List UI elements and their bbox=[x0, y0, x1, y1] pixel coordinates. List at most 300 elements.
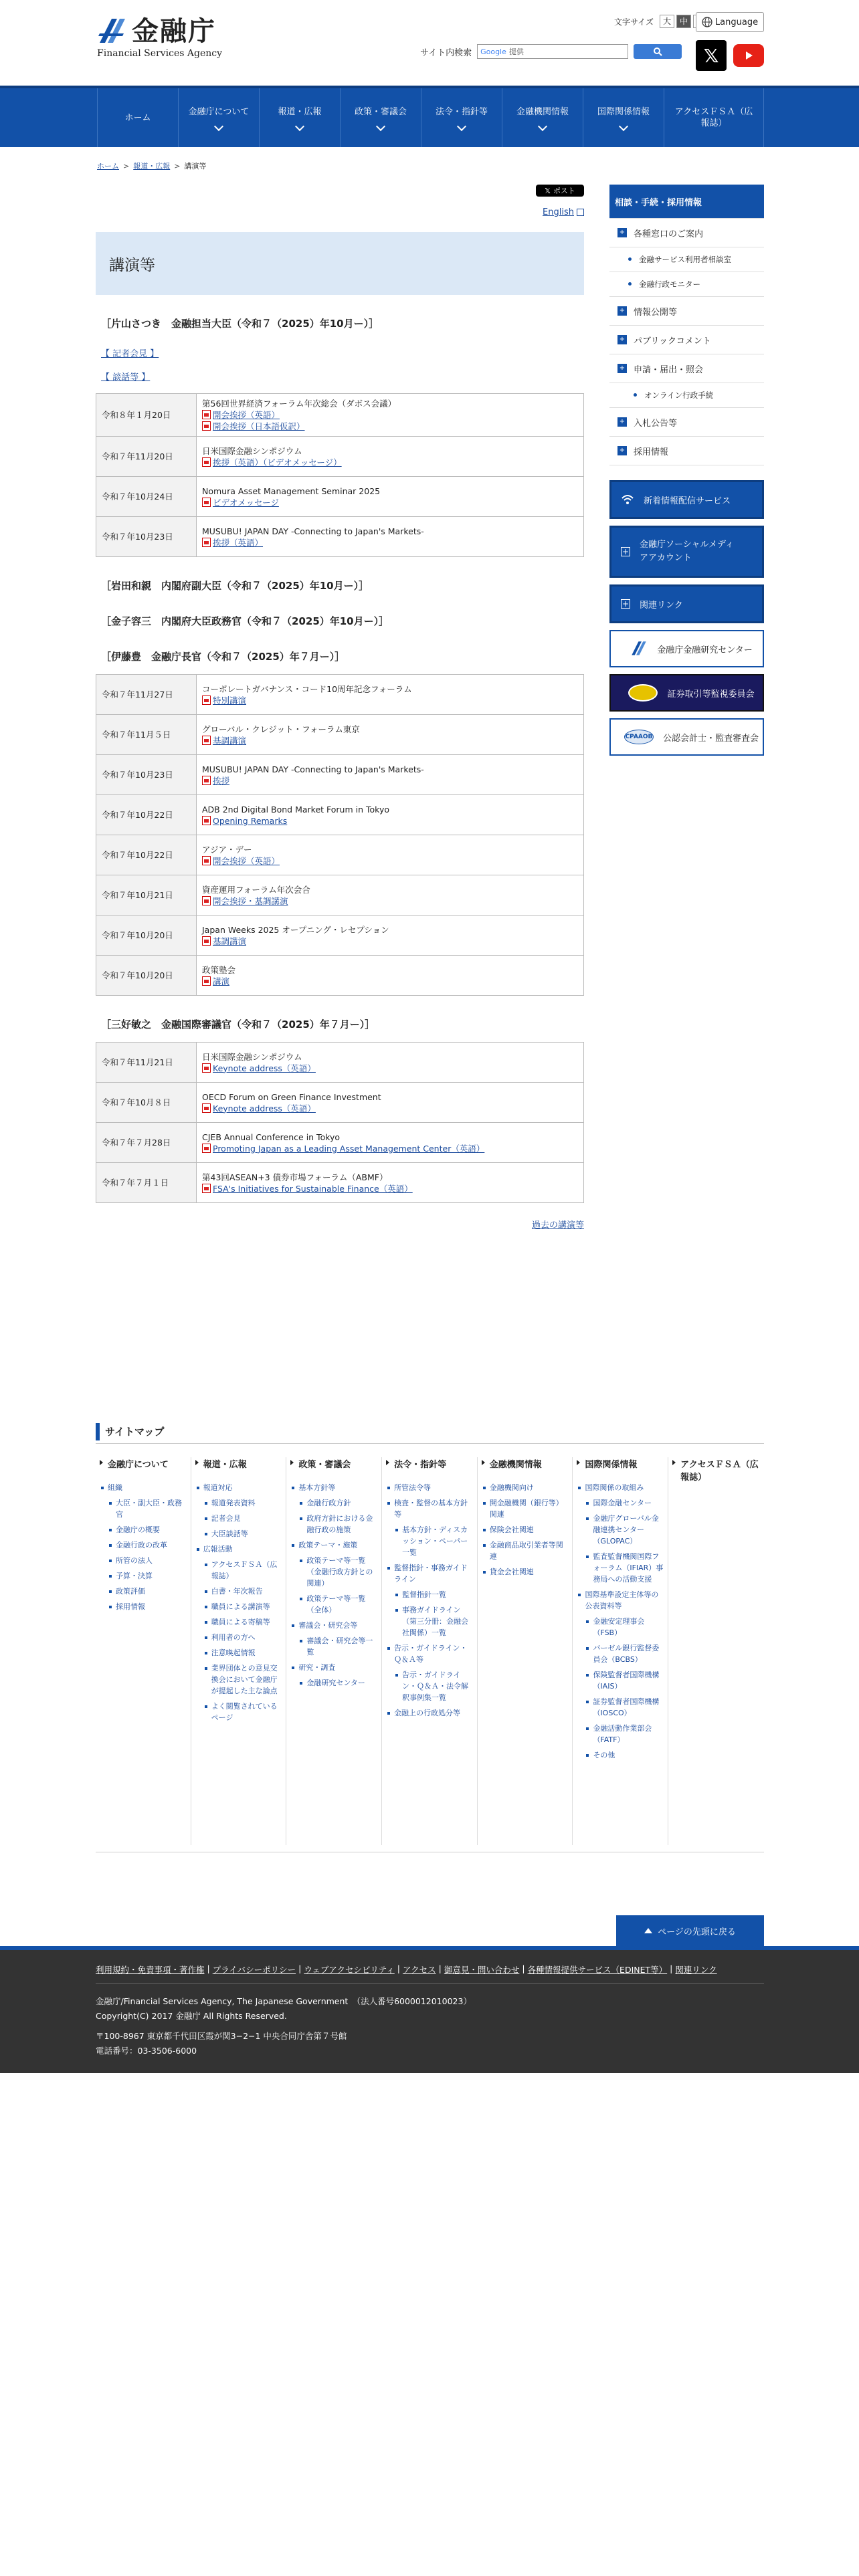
chevron-down-icon bbox=[457, 121, 466, 130]
speech-doc-row bbox=[202, 1183, 578, 1194]
sitemap-link[interactable]: 白書・年次報告 bbox=[203, 1586, 282, 1597]
speech-date: 令和７年10月８日 bbox=[96, 1083, 197, 1123]
fsa-logo-icon bbox=[97, 16, 128, 47]
pdf-icon bbox=[202, 736, 211, 745]
sitemap-divider bbox=[96, 1443, 764, 1444]
sitemap-link[interactable]: 監査監督機関国際フォーラム（IFIAR）事務局への活動支援 bbox=[585, 1551, 664, 1585]
speech-doc-link[interactable]: 挨拶 bbox=[213, 775, 230, 786]
footer-link[interactable]: 利用規約・免責事項・著作権 bbox=[96, 1965, 205, 1975]
speech-content bbox=[197, 715, 584, 755]
sidebar-title: 相談・手続・採用情報 bbox=[609, 185, 764, 218]
section-title: ［三好敏之 金融国際審議官（令和７（2025）年７月ー）］ bbox=[101, 1018, 375, 1031]
speech-event-title: 第56回世界経済フォーラム年次総会（ダボス会議） bbox=[202, 399, 397, 409]
banner-cpaaob[interactable] bbox=[609, 718, 764, 756]
table-row bbox=[96, 956, 584, 996]
sitemap-link[interactable]: 注意喚起情報 bbox=[203, 1647, 282, 1658]
pdf-icon bbox=[202, 936, 211, 946]
x-social-button[interactable] bbox=[696, 40, 727, 71]
speech-content bbox=[197, 675, 584, 715]
section-link-row bbox=[101, 370, 584, 383]
section-link[interactable]: 【 記者会見 】 bbox=[101, 349, 159, 359]
table-row bbox=[96, 835, 584, 875]
speech-doc-link[interactable]: FSA's Initiatives for Sustainable Finance（英語） bbox=[213, 1183, 413, 1194]
table-row bbox=[96, 437, 584, 477]
font-size-medium-button[interactable]: 中 bbox=[676, 15, 691, 28]
sitemap-link[interactable]: 金融行政の改革 bbox=[108, 1539, 187, 1551]
speech-content bbox=[197, 437, 584, 477]
footer-link-separator: | bbox=[438, 1963, 442, 1973]
sitemap-link[interactable]: 国際関係の取組み bbox=[577, 1482, 664, 1493]
speech-doc-row bbox=[202, 457, 578, 468]
sitemap-link[interactable]: 金融上の行政処分等 bbox=[386, 1707, 473, 1719]
sitemap-link[interactable]: 金融機関向け bbox=[482, 1482, 569, 1493]
sitemap-list bbox=[577, 1482, 664, 1761]
x-logo-icon: 𝕏 bbox=[703, 44, 719, 67]
speech-doc-link[interactable]: 開会挨拶・基調講演 bbox=[213, 895, 288, 906]
speech-content bbox=[197, 477, 584, 517]
pdf-icon bbox=[202, 816, 211, 825]
font-size-large-button[interactable]: 大 bbox=[660, 15, 674, 28]
sitemap-link[interactable]: 検査・監督の基本方針等 bbox=[386, 1497, 473, 1520]
youtube-play-icon bbox=[743, 50, 754, 61]
speech-doc-row bbox=[202, 1063, 578, 1074]
sitemap-list bbox=[195, 1482, 282, 1723]
sitemap-link[interactable]: 審議会・研究会等 bbox=[290, 1620, 377, 1631]
sitemap-link[interactable]: 政策評価 bbox=[108, 1586, 187, 1597]
past-speeches-link[interactable]: 過去の講演等 bbox=[531, 1220, 584, 1230]
sitemap-link[interactable]: 金融活動作業部会（FATF） bbox=[585, 1723, 664, 1745]
plus-box-icon: + bbox=[617, 446, 627, 455]
sitemap-link[interactable]: 広報活動 bbox=[195, 1543, 282, 1555]
sitemap-column bbox=[286, 1457, 382, 1845]
pdf-icon bbox=[202, 776, 211, 785]
footer-phone: 電話番号：03-3506-6000 bbox=[96, 2046, 197, 2056]
related-links-button[interactable] bbox=[609, 584, 764, 623]
external-link-icon bbox=[577, 209, 584, 216]
section-title: ［片山さつき 金融担当大臣（令和７（2025）年10月ー）］ bbox=[101, 318, 379, 330]
sitemap-column-heading[interactable]: 金融機関情報 bbox=[482, 1457, 569, 1470]
sitemap-link[interactable]: 国際基準設定主体等の公表資料等 bbox=[577, 1589, 664, 1612]
speech-date: 令和７年10月22日 bbox=[96, 835, 197, 875]
speech-event-title: MUSUBU! JAPAN DAY -Connecting to Japan's Markets- bbox=[202, 764, 424, 774]
speech-event-title: 日米国際金融シンポジウム bbox=[202, 445, 302, 456]
sitemap-link[interactable]: 貸金会社関連 bbox=[482, 1566, 569, 1578]
pdf-icon bbox=[202, 695, 211, 705]
table-row bbox=[96, 755, 584, 795]
chevron-down-icon bbox=[376, 121, 385, 130]
youtube-button[interactable] bbox=[733, 44, 764, 67]
table-row bbox=[96, 517, 584, 557]
speech-content bbox=[197, 875, 584, 916]
speech-doc-link[interactable]: Promoting Japan as a Leading Asset Management Center（英語） bbox=[213, 1143, 485, 1154]
footer-info bbox=[96, 1994, 472, 2058]
sitemap-link[interactable]: 職員による講演等 bbox=[203, 1601, 282, 1612]
nav-item-press[interactable] bbox=[259, 88, 340, 147]
footer-link[interactable]: ウェブアクセシビリティ bbox=[304, 1965, 395, 1975]
speech-doc-row bbox=[202, 895, 578, 907]
sitemap-link[interactable]: 報道対応 bbox=[195, 1482, 282, 1493]
sidebar-item[interactable] bbox=[609, 218, 764, 247]
speech-doc-row bbox=[202, 537, 578, 548]
sitemap-link[interactable]: 採用情報 bbox=[108, 1601, 187, 1612]
speech-date: 令和７年11月５日 bbox=[96, 715, 197, 755]
sitemap-link[interactable]: 告示・ガイドライン・Ｑ＆Ａ・法令解釈事例集一覧 bbox=[394, 1669, 473, 1703]
sitemap-title: サイトマップ bbox=[96, 1423, 764, 1440]
speech-date: 令和７年10月23日 bbox=[96, 755, 197, 795]
sitemap-column-heading[interactable]: 法令・指針等 bbox=[386, 1457, 473, 1470]
sitemap-link[interactable]: 所管法令等 bbox=[386, 1482, 473, 1493]
sitemap-column bbox=[668, 1457, 764, 1845]
sitemap-link[interactable]: 業界団体との意見交換会において金融庁が提起した主な論点 bbox=[203, 1662, 282, 1697]
speech-doc-link[interactable]: 挨拶（英語）（ビデオメッセージ） bbox=[213, 457, 342, 467]
speech-content bbox=[197, 835, 584, 875]
sitemap-link[interactable]: 大臣談話等 bbox=[203, 1528, 282, 1539]
footer-link[interactable]: 御意見・問い合わせ bbox=[444, 1965, 520, 1975]
nav-item-home[interactable] bbox=[97, 88, 178, 147]
speech-date: 令和７年10月22日 bbox=[96, 795, 197, 835]
speech-event-title: アジア・デー bbox=[202, 844, 252, 855]
chevron-down-icon bbox=[295, 121, 304, 130]
sitemap-link[interactable]: 組織 bbox=[100, 1482, 187, 1493]
banner-cpaaob-label: 公認会計士・監査審査会 bbox=[662, 733, 759, 744]
footer-copyright: Copyright(C) 2017 金融庁 All Rights Reserved. bbox=[96, 2011, 287, 2021]
pdf-icon bbox=[202, 856, 211, 865]
speech-content bbox=[197, 916, 584, 956]
sitemap-link[interactable]: 金融庁の概要 bbox=[108, 1524, 187, 1535]
speech-event-title: コーポレートガバナンス・コード10周年記念フォーラム bbox=[202, 683, 412, 694]
new-info-service-button[interactable] bbox=[609, 480, 764, 519]
footer-link-separator: | bbox=[670, 1963, 673, 1973]
nav-item-accessfsa[interactable] bbox=[664, 88, 764, 147]
cpaaob-logo-icon: CPAAOB bbox=[624, 730, 654, 744]
table-row bbox=[96, 1083, 584, 1123]
speech-doc-link[interactable]: Keynote address（英語） bbox=[213, 1063, 316, 1073]
sidebar-item-label: 各種窓口のご案内 bbox=[634, 229, 704, 239]
sitemap-link[interactable]: 国際金融センター bbox=[585, 1497, 664, 1509]
speech-date: 令和７年10月23日 bbox=[96, 517, 197, 557]
speech-doc-row bbox=[202, 1103, 578, 1114]
speech-doc-row bbox=[202, 695, 578, 706]
page-top-label: ページの先頭に戻る bbox=[658, 1927, 736, 1937]
x-post-button[interactable] bbox=[536, 185, 584, 197]
speech-content bbox=[197, 517, 584, 557]
speech-content bbox=[197, 1043, 584, 1083]
font-size-label: 文字サイズ bbox=[614, 17, 654, 27]
sidebar-item[interactable] bbox=[609, 436, 764, 465]
speech-table bbox=[96, 674, 584, 996]
sitemap-link[interactable]: バーゼル銀行監督委員会（BCBS） bbox=[585, 1642, 664, 1665]
speech-doc-link[interactable]: Opening Remarks bbox=[213, 815, 288, 826]
x-post-label: ポスト bbox=[553, 187, 575, 195]
table-row bbox=[96, 1043, 584, 1083]
speech-doc-row bbox=[202, 409, 578, 421]
sidebar-item-label: 金融サービス利用者相談室 bbox=[639, 255, 731, 264]
bullet-icon bbox=[628, 257, 632, 261]
section-title: ［伊藤豊 金融庁長官（令和７（2025）年７月ー）］ bbox=[101, 651, 345, 663]
nav-label: 法令・指針等 bbox=[435, 106, 488, 117]
speech-doc-link[interactable]: 開会挨拶（英語） bbox=[213, 410, 280, 420]
page-title: 講演等 bbox=[96, 232, 584, 295]
plus-box-icon: + bbox=[622, 547, 630, 556]
sitemap-link[interactable]: アクセスＦＳＡ（広報誌） bbox=[203, 1559, 282, 1582]
sidebar-subitem[interactable] bbox=[609, 247, 764, 272]
footer bbox=[0, 1946, 859, 2073]
speech-doc-link[interactable]: 挨拶（英語） bbox=[213, 537, 264, 548]
plus-box-icon: + bbox=[617, 364, 627, 373]
speech-content bbox=[197, 394, 584, 437]
sitemap-link[interactable]: 所管の法人 bbox=[108, 1555, 187, 1566]
banner-research-center[interactable] bbox=[609, 630, 764, 667]
sitemap-link[interactable]: 金融商品取引業者等関連 bbox=[482, 1539, 569, 1562]
speech-doc-link[interactable]: ビデオメッセージ bbox=[213, 497, 279, 508]
search-button[interactable] bbox=[634, 44, 682, 59]
sidebar-list bbox=[609, 218, 764, 465]
sitemap-link[interactable]: 開金融機関（銀行等）関連 bbox=[482, 1497, 569, 1520]
table-row bbox=[96, 1163, 584, 1203]
pdf-icon bbox=[202, 538, 211, 547]
sitemap-link[interactable]: 政策テーマ等一覧（金融行政方針との関連） bbox=[298, 1555, 377, 1589]
english-link-row bbox=[96, 207, 584, 217]
plus-box-icon: + bbox=[617, 228, 627, 237]
sitemap-link[interactable]: 予算・決算 bbox=[108, 1570, 187, 1582]
footer-org: 金融庁/Financial Services Agency, The Japanese Government （法人番号6000012010023） bbox=[96, 1996, 472, 2006]
speech-doc-link[interactable]: Keynote address（英語） bbox=[213, 1103, 316, 1113]
sitemap-list bbox=[290, 1482, 377, 1689]
speech-date: 令和７年７月１日 bbox=[96, 1163, 197, 1203]
nav-item-laws[interactable] bbox=[421, 88, 502, 147]
sitemap-column bbox=[382, 1457, 478, 1845]
sidebar-item[interactable] bbox=[609, 407, 764, 436]
chevron-down-icon bbox=[214, 121, 223, 130]
nav-label: 報道・広報 bbox=[278, 106, 322, 117]
sitemap-link[interactable]: 証券監督者国際機構（IOSCO） bbox=[585, 1696, 664, 1719]
sitemap-link[interactable]: 職員による寄稿等 bbox=[203, 1616, 282, 1628]
sitemap-column bbox=[96, 1457, 191, 1845]
sidebar-item[interactable] bbox=[609, 325, 764, 354]
speech-doc-link[interactable]: 基調講演 bbox=[213, 936, 247, 946]
sitemap-list bbox=[100, 1482, 187, 1612]
sidebar-item-label: 入札公告等 bbox=[634, 418, 678, 429]
speech-event-title: 政策塾会 bbox=[202, 964, 236, 975]
breadcrumb-press[interactable]: 報道・広報 bbox=[133, 162, 171, 171]
nav-item-policy[interactable] bbox=[340, 88, 421, 147]
sidebar-item-label: 申請・届出・照会 bbox=[634, 364, 704, 375]
global-nav bbox=[0, 86, 859, 147]
sitemap-column-heading[interactable]: 報道・広報 bbox=[195, 1457, 282, 1470]
sitemap-column bbox=[191, 1457, 287, 1845]
speech-table bbox=[96, 1042, 584, 1203]
site-search bbox=[420, 44, 682, 59]
sidebar-item-label: オンライン行政手続 bbox=[644, 391, 714, 400]
speech-doc-link[interactable]: 開会挨拶（英語） bbox=[213, 855, 280, 866]
search-input[interactable] bbox=[477, 44, 628, 59]
sitemap-link[interactable]: 保険監督者国際機構（IAIS） bbox=[585, 1669, 664, 1692]
banner-sesc[interactable] bbox=[609, 674, 764, 712]
speech-doc-row bbox=[202, 421, 578, 432]
new-info-service-label: 新着情報配信サービス bbox=[644, 496, 731, 506]
nav-label: ホーム bbox=[124, 112, 151, 123]
speech-date: 令和７年７月28日 bbox=[96, 1123, 197, 1163]
speech-doc-row bbox=[202, 936, 578, 947]
pdf-icon bbox=[202, 410, 211, 419]
sitemap-link[interactable]: その他 bbox=[585, 1749, 664, 1761]
x-logo-icon: 𝕏 bbox=[545, 186, 551, 195]
sitemap-link[interactable]: 事務ガイドライン（第三分冊：金融会社関係）一覧 bbox=[394, 1604, 473, 1638]
sitemap-link[interactable]: 大臣・副大臣・政務官 bbox=[108, 1497, 187, 1520]
section-title: ［金子容三 内閣府大臣政務官（令和７（2025）年10月ー）］ bbox=[101, 615, 389, 627]
sidebar-subitem[interactable] bbox=[609, 383, 764, 407]
search-placeholder: 提供 bbox=[508, 47, 524, 56]
sitemap-column-heading[interactable]: 金融庁について bbox=[100, 1457, 187, 1470]
sitemap-link[interactable]: 審議会・研究会等一覧 bbox=[298, 1635, 377, 1658]
speech-doc-row bbox=[202, 735, 578, 746]
table-row bbox=[96, 394, 584, 437]
sitemap-link[interactable]: 記者会見 bbox=[203, 1513, 282, 1524]
plus-box-icon: + bbox=[617, 335, 627, 344]
sidebar-item[interactable] bbox=[609, 354, 764, 383]
footer-address: 〒100-8967 東京都千代田区霞が関3−2−1 中央合同庁舎第７号館 bbox=[96, 2031, 347, 2041]
speech-content bbox=[197, 795, 584, 835]
speech-doc-link[interactable]: 特別講演 bbox=[213, 695, 247, 706]
sitemap-link[interactable]: 報道発表資料 bbox=[203, 1497, 282, 1509]
nav-item-institutions[interactable] bbox=[502, 88, 583, 147]
sitemap-link[interactable]: 基本方針・ディスカッション・ペーパー一覧 bbox=[394, 1524, 473, 1558]
sitemap-link[interactable]: 利用者の方へ bbox=[203, 1632, 282, 1643]
nav-label: アクセスＦＳＡ（広報誌） bbox=[674, 107, 753, 128]
footer-link[interactable]: 関連リンク bbox=[675, 1965, 717, 1975]
language-label: Language bbox=[714, 17, 759, 27]
sitemap-link[interactable]: 金融安定理事会（FSB） bbox=[585, 1616, 664, 1638]
speech-content bbox=[197, 1123, 584, 1163]
table-row bbox=[96, 916, 584, 956]
speech-date: 令和７年10月24日 bbox=[96, 477, 197, 517]
english-link[interactable]: English bbox=[543, 207, 574, 217]
breadcrumb-separator: > bbox=[123, 161, 130, 171]
sitemap-link[interactable]: 政策テーマ・施策 bbox=[290, 1539, 377, 1551]
pdf-icon bbox=[202, 1103, 211, 1113]
speech-event-title: グローバル・クレジット・フォーラム東京 bbox=[202, 724, 360, 734]
footer-link[interactable]: プライバシーポリシー bbox=[212, 1965, 296, 1975]
speech-doc-row bbox=[202, 1143, 578, 1154]
sitemap-link[interactable]: 保険会社関連 bbox=[482, 1524, 569, 1535]
banner-sesc-label: 証券取引等監視委員会 bbox=[667, 689, 755, 700]
breadcrumb bbox=[97, 160, 206, 171]
social-media-accounts-button[interactable] bbox=[609, 526, 764, 578]
speech-doc-link[interactable]: 基調講演 bbox=[213, 735, 247, 746]
speech-event-title: Japan Weeks 2025 オープニング・レセプション bbox=[202, 924, 389, 935]
sidebar-item-label: 情報公開等 bbox=[634, 307, 678, 318]
speech-event-title: ADB 2nd Digital Bond Market Forum in Tokyo bbox=[202, 804, 389, 815]
pdf-icon bbox=[202, 1184, 211, 1193]
speech-event-title: MUSUBU! JAPAN DAY -Connecting to Japan's Markets- bbox=[202, 526, 424, 536]
bullet-icon bbox=[634, 393, 637, 397]
pdf-icon bbox=[202, 896, 211, 905]
footer-links bbox=[96, 1963, 717, 1975]
sitemap-link[interactable]: 監督指針一覧 bbox=[394, 1589, 473, 1600]
breadcrumb-separator: > bbox=[174, 161, 181, 171]
sidebar bbox=[609, 185, 764, 756]
fsa-logo-icon bbox=[630, 640, 648, 657]
sitemap-link[interactable]: 金融庁グローバル金融連携センター（GLOPAC） bbox=[585, 1513, 664, 1547]
table-row bbox=[96, 875, 584, 916]
table-row bbox=[96, 477, 584, 517]
sitemap-link[interactable]: 告示・ガイドライン・Ｑ＆Ａ等 bbox=[386, 1642, 473, 1665]
speech-content bbox=[197, 1083, 584, 1123]
speech-doc-link[interactable]: 開会挨拶（日本語仮訳） bbox=[213, 421, 305, 431]
sitemap-column-heading[interactable]: アクセスＦＳＡ（広報誌） bbox=[672, 1457, 760, 1483]
rss-wifi-icon bbox=[621, 494, 634, 505]
chevron-down-icon bbox=[538, 121, 547, 130]
sitemap-column bbox=[478, 1457, 573, 1845]
sitemap-column-heading[interactable]: 政策・審議会 bbox=[290, 1457, 377, 1470]
sesc-logo-icon bbox=[628, 684, 658, 702]
sitemap-link[interactable]: 金融行政方針 bbox=[298, 1497, 377, 1509]
speech-date: 令和７年10月20日 bbox=[96, 916, 197, 956]
nav-item-international[interactable] bbox=[583, 88, 664, 147]
speech-doc-row bbox=[202, 497, 578, 508]
sitemap-link[interactable]: 金融研究センター bbox=[298, 1677, 377, 1689]
google-mark: Google bbox=[480, 47, 506, 56]
arrow-up-icon bbox=[644, 1928, 652, 1933]
table-row bbox=[96, 1123, 584, 1163]
speech-date: 令和７年11月27日 bbox=[96, 675, 197, 715]
sitemap-columns bbox=[96, 1457, 764, 1845]
sitemap-link[interactable]: よく閲覧されているページ bbox=[203, 1701, 282, 1723]
pdf-icon bbox=[202, 457, 211, 467]
sidebar-subitem[interactable] bbox=[609, 272, 764, 296]
speech-date: 令和７年10月20日 bbox=[96, 956, 197, 996]
font-size-switcher bbox=[614, 15, 708, 28]
sitemap-column-heading[interactable]: 国際関係情報 bbox=[577, 1457, 664, 1470]
sitemap-list bbox=[482, 1482, 569, 1578]
table-row bbox=[96, 715, 584, 755]
section-title: ［岩田和親 内閣府副大臣（令和７（2025）年10月ー）］ bbox=[101, 580, 369, 592]
pdf-icon bbox=[202, 498, 211, 507]
breadcrumb-home[interactable]: ホーム bbox=[97, 162, 119, 171]
sidebar-item[interactable] bbox=[609, 296, 764, 325]
speech-doc-link[interactable]: 講演 bbox=[213, 976, 230, 986]
nav-item-about[interactable] bbox=[178, 88, 259, 147]
footer-divider bbox=[96, 1983, 764, 1984]
pdf-icon bbox=[202, 421, 211, 431]
pdf-icon bbox=[202, 1063, 211, 1073]
speech-event-title: CJEB Annual Conference in Tokyo bbox=[202, 1132, 341, 1142]
sitemap-link[interactable]: 政策テーマ等一覧（全体） bbox=[298, 1593, 377, 1616]
table-row bbox=[96, 675, 584, 715]
language-button[interactable] bbox=[696, 12, 764, 32]
footer-link[interactable]: 各種情報提供サービス（EDINET等） bbox=[527, 1965, 668, 1975]
speech-event-title: 日米国際金融シンポジウム bbox=[202, 1051, 302, 1062]
sitemap-column bbox=[573, 1457, 668, 1845]
section-link[interactable]: 【 談話等 】 bbox=[101, 372, 151, 383]
nav-label: 金融機関情報 bbox=[516, 106, 569, 117]
nav-label: 金融庁について bbox=[188, 106, 250, 117]
footer-link[interactable]: アクセス bbox=[402, 1965, 436, 1975]
sitemap-link[interactable]: 監督指針・事務ガイドライン bbox=[386, 1562, 473, 1585]
footer-link-separator: | bbox=[298, 1963, 302, 1973]
sitemap-link[interactable]: 政府方針における金融行政の施策 bbox=[298, 1513, 377, 1535]
speech-doc-row bbox=[202, 815, 578, 827]
pdf-icon bbox=[202, 976, 211, 986]
sitemap-link[interactable]: 基本方針等 bbox=[290, 1482, 377, 1493]
sitemap-link[interactable]: 研究・調査 bbox=[290, 1662, 377, 1673]
sidebar-item-label: パブリックコメント bbox=[634, 336, 711, 346]
search-label: サイト内検索 bbox=[420, 47, 472, 58]
fsa-logo[interactable] bbox=[97, 16, 231, 59]
sidebar-item-label: 金融行政モニター bbox=[639, 280, 700, 289]
page-top-button[interactable] bbox=[616, 1915, 764, 1946]
footer-link-separator: | bbox=[397, 1963, 400, 1973]
